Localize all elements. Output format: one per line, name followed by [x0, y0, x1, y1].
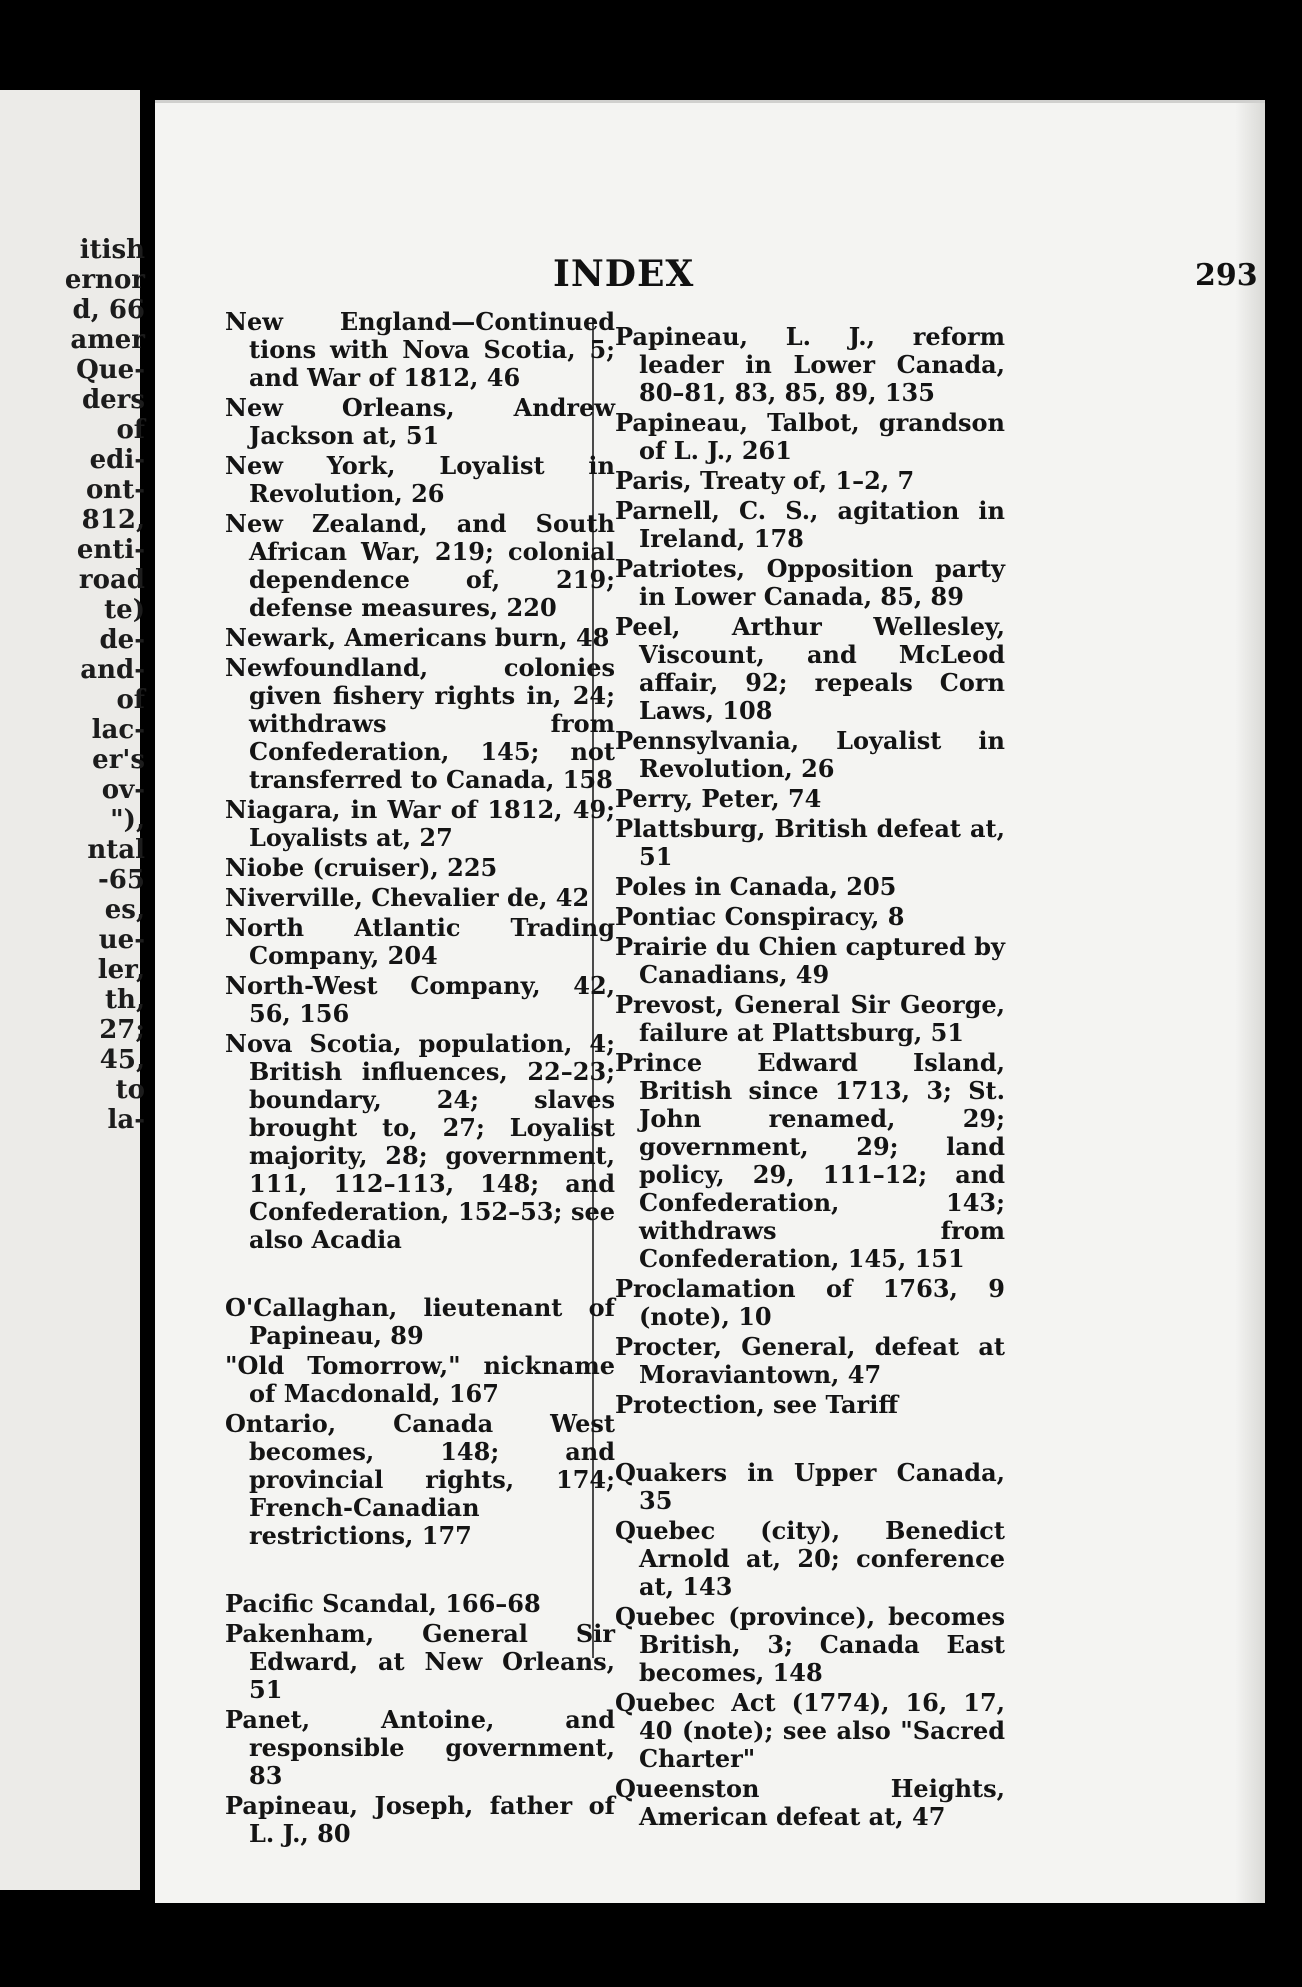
index-entry: Nova Scotia, population, 4; British influences, 22–23; boundary, 24; slaves brought to, 27; Loyalist majority, 28; government, 111, 112–113, 148; and Confederation, 152–53; see also Acadia [225, 1029, 615, 1254]
prev-fragment: ont- [85, 475, 145, 505]
prev-fragment: 27; [99, 1015, 145, 1045]
letter-section-gap [225, 1552, 615, 1590]
index-entry: Papineau, L. J., reform leader in Lower Canada, 80–81, 83, 85, 89, 135 [615, 322, 1005, 407]
index-entry: North Atlantic Trading Company, 204 [225, 913, 615, 970]
index-entry: Quebec Act (1774), 16, 17, 40 (note); see also "Sacred Charter" [615, 1688, 1005, 1773]
letter-section-gap [615, 1421, 1005, 1459]
letter-section-gap [225, 1256, 615, 1294]
index-entry: Paris, Treaty of, 1–2, 7 [615, 466, 915, 495]
index-entry: Niobe (cruiser), 225 [225, 853, 498, 882]
prev-fragment: and- [80, 655, 145, 685]
index-entry: Papineau, Talbot, grandson of L. J., 261 [615, 408, 1005, 465]
index-entry: Proclamation of 1763, 9 (note), 10 [615, 1274, 1005, 1331]
index-entry: Procter, General, defeat at Moraviantown, 47 [615, 1332, 1005, 1389]
index-entry: Patriotes, Opposition party in Lower Canada, 85, 89 [615, 554, 1005, 611]
previous-page-edge [0, 90, 145, 1890]
index-entry: Pennsylvania, Loyalist in Revolution, 26 [615, 726, 1005, 783]
index-entry: New England—Continued tions with Nova Scotia, 5; and War of 1812, 46 [225, 307, 615, 392]
prev-fragment: edi- [89, 445, 145, 475]
prev-fragment: of [116, 685, 145, 715]
page-edge-shadow [1235, 103, 1265, 1903]
prev-fragment: itish [79, 235, 145, 265]
index-entry: Newark, Americans burn, 48 [225, 623, 610, 652]
prev-fragment: of [116, 415, 145, 445]
previous-page-text [0, 235, 145, 1135]
running-header-title: INDEX [553, 253, 695, 295]
index-entry: Plattsburg, British defeat at, 51 [615, 814, 1005, 871]
prev-fragment: ue- [98, 925, 145, 955]
prev-fragment: -65 [98, 865, 145, 895]
prev-fragment: "), [110, 805, 145, 835]
index-entry: Niverville, Chevalier de, 42 [225, 883, 590, 912]
index-entry: Newfoundland, colonies given fishery rights in, 24; withdraws from Confederation, 145; not transferred to Canada, 158 [225, 653, 615, 794]
index-entry: Pontiac Conspiracy, 8 [615, 902, 905, 931]
page-number: 293 [1195, 258, 1258, 293]
prev-fragment: ntal [87, 835, 145, 865]
prev-fragment: lac- [91, 715, 145, 745]
prev-fragment: de- [99, 625, 145, 655]
index-entry: Pakenham, General Sir Edward, at New Orleans, 51 [225, 1619, 615, 1704]
index-entry: Panet, Antoine, and responsible government, 83 [225, 1705, 615, 1790]
index-entry: Ontario, Canada West becomes, 148; and provincial rights, 174; French-Canadian restrictions, 177 [225, 1409, 615, 1550]
index-entry: Pacific Scandal, 166–68 [225, 1589, 541, 1618]
prev-fragment: 45, [99, 1045, 145, 1075]
index-entry: Prevost, General Sir George, failure at Plattsburg, 51 [615, 990, 1005, 1047]
index-entry: Parnell, C. S., agitation in Ireland, 178 [615, 496, 1005, 553]
prev-fragment: ernor [64, 265, 145, 295]
prev-fragment: enti- [76, 535, 145, 565]
index-page [155, 100, 1265, 1903]
index-entry: Prairie du Chien captured by Canadians, 49 [615, 932, 1005, 989]
prev-fragment: th, [105, 985, 145, 1015]
prev-fragment: es, [104, 895, 145, 925]
left-index-column [225, 308, 615, 1850]
prev-fragment: to [115, 1075, 145, 1105]
index-entry: Quebec (city), Benedict Arnold at, 20; conference at, 143 [615, 1516, 1005, 1601]
right-index-column [615, 323, 1005, 1833]
prev-fragment: la- [107, 1105, 145, 1135]
index-entry: "Old Tomorrow," nickname of Macdonald, 167 [225, 1351, 615, 1408]
prev-fragment: d, 66 [72, 295, 145, 325]
index-entry: New York, Loyalist in Revolution, 26 [225, 451, 615, 508]
prev-fragment: te) [104, 595, 145, 625]
index-entry: Queenston Heights, American defeat at, 47 [615, 1774, 1005, 1831]
index-entry: New Orleans, Andrew Jackson at, 51 [225, 393, 615, 450]
index-entry: O'Callaghan, lieutenant of Papineau, 89 [225, 1293, 615, 1350]
prev-fragment: ov- [101, 775, 145, 805]
index-entry: Peel, Arthur Wellesley, Viscount, and McLeod affair, 92; repeals Corn Laws, 108 [615, 612, 1005, 725]
index-entry: New Zealand, and South African War, 219; colonial dependence of, 219; defense measures, 220 [225, 509, 615, 622]
prev-fragment: road [78, 565, 145, 595]
prev-fragment: amer [70, 325, 145, 355]
prev-fragment: ler, [97, 955, 145, 985]
index-entry: Quakers in Upper Canada, 35 [615, 1458, 1005, 1515]
index-entry: Perry, Peter, 74 [615, 784, 822, 813]
index-entry: North-West Company, 42, 56, 156 [225, 971, 615, 1028]
prev-fragment: ders [81, 385, 145, 415]
prev-fragment: er's [92, 745, 145, 775]
index-entry: Protection, see Tariff [615, 1390, 899, 1419]
prev-fragment: Que- [76, 355, 145, 385]
index-entry: Papineau, Joseph, father of L. J., 80 [225, 1791, 615, 1848]
index-entry: Niagara, in War of 1812, 49; Loyalists at, 27 [225, 795, 615, 852]
index-entry: Quebec (province), becomes British, 3; Canada East becomes, 148 [615, 1602, 1005, 1687]
index-entry: Prince Edward Island, British since 1713, 3; St. John renamed, 29; government, 29; land policy, 29, 111–12; and Confederation, 143; withdraws from Confederation, 145, 151 [615, 1048, 1005, 1273]
index-entry: Poles in Canada, 205 [615, 872, 897, 901]
prev-fragment: 812, [81, 505, 145, 535]
